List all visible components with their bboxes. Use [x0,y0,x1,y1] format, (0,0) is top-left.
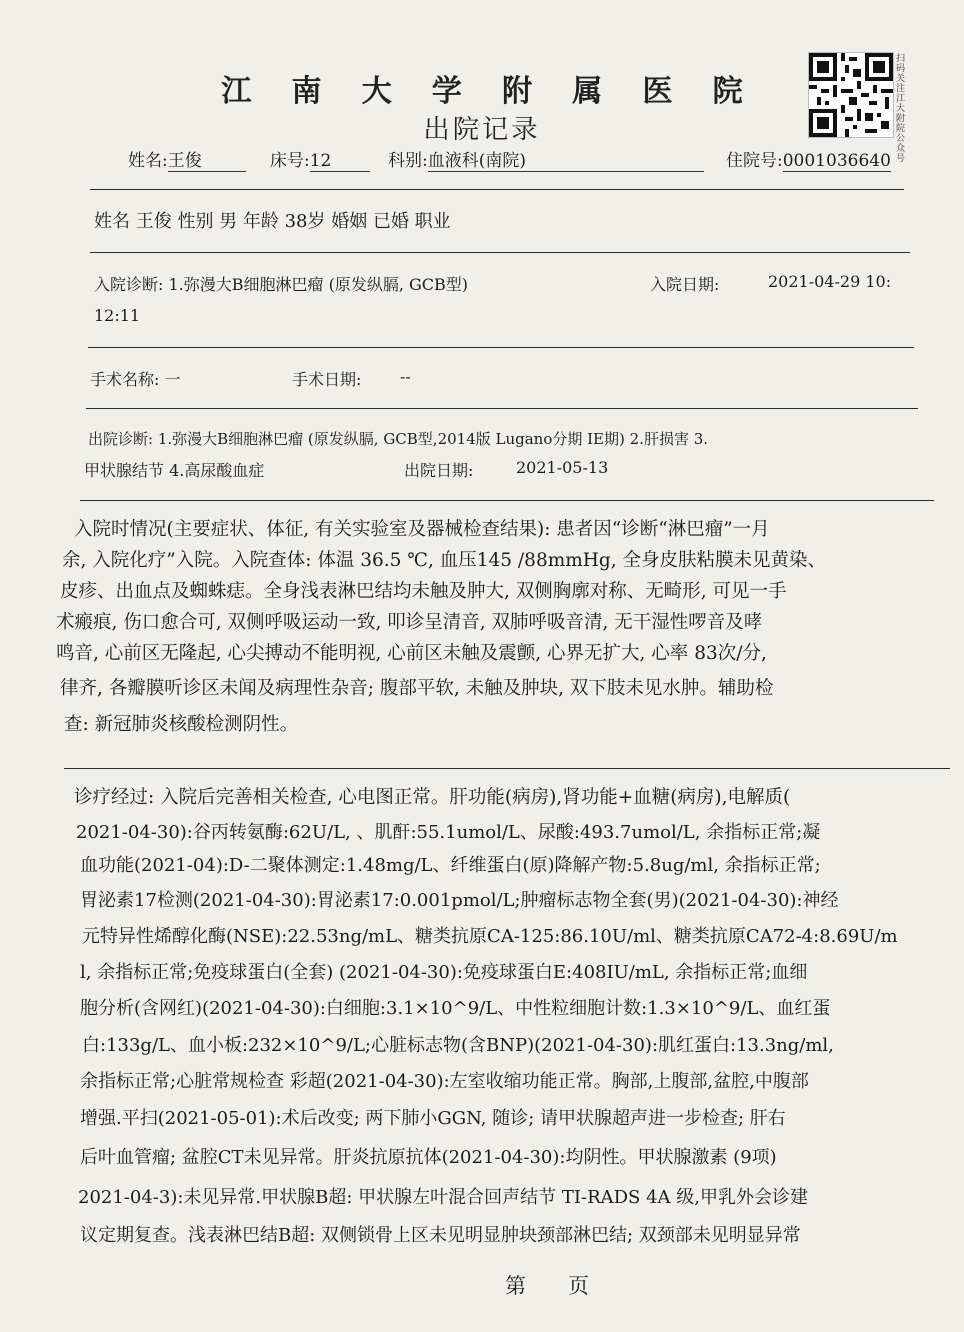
discharge-date-value: 2021-05-13 [516,458,609,477]
treatment-course-line: 议定期复查。浅表淋巴结B超: 双侧锁骨上区未见明显肿块颈部淋巴结; 双颈部未见明显异常 [80,1225,801,1246]
admission-no-label: 住院号: [726,151,783,171]
treatment-course-line: 2021-04-30):谷丙转氨酶:62U/L, 、肌酐:55.1umol/L、尿酸:493.7umol/L, 余指标正常;凝 [76,822,821,843]
surgery-date-label: 手术日期: [292,370,362,389]
admission-status-line: 鸣音, 心前区无隆起, 心尖搏动不能明视, 心前区未触及震颤, 心界无扩大, 心率 83次/分, [56,643,767,664]
dept-label: 科别: [388,151,428,171]
name-label: 姓名: [128,151,168,171]
treatment-course-line: l, 余指标正常;免疫球蛋白(全套) (2021-04-30):免疫球蛋白E:408IU/mL, 余指标正常;血细 [80,962,808,983]
discharge-date-label: 出院日期: [404,461,474,480]
bed-label: 床号: [270,151,310,171]
treatment-course-line: 胃泌素17检测(2021-04-30):胃泌素17:0.001pmol/L;肿瘤标志物全套(男)(2021-04-30):神经 [80,890,839,911]
divider [80,500,934,501]
document-title: 出院记录 [423,115,541,145]
surgery-name: 手术名称: 一 [90,370,181,389]
treatment-course-line: 余指标正常;心脏常规检查 彩超(2021-04-30):左室收缩功能正常。胸部,上腹部,盆腔,中腹部 [80,1071,809,1092]
admission-status-line: 入院时情况(主要症状、体征, 有关实验室及器械检查结果): 患者因“诊断“淋巴瘤”一月 [74,519,770,540]
treatment-course-line: 后叶血管瘤; 盆腔CT未见异常。肝炎抗原抗体(2021-04-30):均阴性。甲状腺激素 (9项) [80,1147,777,1168]
admission-time: 12:11 [94,306,141,325]
admission-no-value: 0001036640 [782,151,891,171]
treatment-course-line: 诊疗经过: 入院后完善相关检查, 心电图正常。肝功能(病房),肾功能+血糖(病房),电解质( [74,787,791,808]
admission-status-line: 术瘢痕, 伤口愈合可, 双侧呼吸运动一致, 叩诊呈清音, 双肺呼吸音清, 无干湿性啰音及哮 [56,612,763,633]
divider [86,408,918,409]
admission-date-label: 入院日期: [650,275,720,294]
name-value: 王俊 [168,146,246,172]
admission-status-line: 查: 新冠肺炎核酸检测阴性。 [64,714,299,735]
patient-info: 姓名 王俊 性别 男 年龄 38岁 婚姻 已婚 职业 [94,211,451,232]
qr-code-icon [808,52,894,138]
admission-status-line: 律齐, 各瓣膜听诊区未闻及病理性杂音; 腹部平软, 未触及肿块, 双下肢未见水肿。辅助检 [60,678,774,699]
page-number-label: 第 页 [505,1274,589,1298]
surgery-date-value: -- [400,367,411,386]
treatment-course-line: 白:133g/L、血小板:232×10^9/L;心脏标志物(含BNP)(2021-04-30):肌红蛋白:13.3ng/ml, [82,1035,834,1056]
discharge-diagnosis-line1: 出院诊断: 1.弥漫大B细胞淋巴瘤 (原发纵膈, GCB型,2014版 Lugano分期 ⅠE期) 2.肝损害 3. [88,430,709,448]
treatment-course-line: 血功能(2021-04):D-二聚体测定:1.48mg/L、纤维蛋白(原)降解产物:5.8ug/ml, 余指标正常; [80,855,821,876]
admission-status-line: 余, 入院化疗”入院。入院查体: 体温 36.5 ℃, 血压145 /88mmHg, 全身皮肤粘膜未见黄染、 [62,550,827,571]
admission-date-value: 2021-04-29 10: [768,272,892,291]
discharge-diagnosis-line2: 甲状腺结节 4.高尿酸血症 [84,461,265,480]
divider [64,768,950,769]
treatment-course-line: 胞分析(含网红)(2021-04-30):白细胞:3.1×10^9/L、中性粒细胞计数:1.3×10^9/L、血红蛋 [80,998,831,1019]
header-bed [270,146,370,172]
header-name [128,146,246,172]
admission-diagnosis: 入院诊断: 1.弥漫大B细胞淋巴瘤 (原发纵膈, GCB型) [94,275,469,294]
divider [90,252,910,253]
header-dept [388,146,704,172]
treatment-course-line: 元特异性烯醇化酶(NSE):22.53ng/mL、糖类抗原CA-125:86.10U/ml、糖类抗原CA72-4:8.69U/m [82,926,898,947]
qr-caption: 扫码关注江大附院公众号 [896,54,906,164]
admission-status-line: 皮疹、出血点及蜘蛛痣。全身浅表淋巴结均未触及肿大, 双侧胸廓对称、无畸形, 可见一手 [60,581,787,602]
divider [88,347,914,348]
treatment-course-line: 增强.平扫(2021-05-01):术后改变; 两下肺小GGN, 随诊; 请甲状腺超声进一步检查; 肝右 [80,1108,786,1129]
hospital-name: 江南大学附属医院 [221,74,783,109]
header-admission-no [726,146,891,172]
divider [90,189,904,190]
treatment-course-line: 2021-04-3):未见异常.甲状腺B超: 甲状腺左叶混合回声结节 TI-RADS 4A 级,甲乳外会诊建 [78,1187,808,1208]
bed-value: 12 [310,151,370,172]
dept-value: 血液科(南院) [428,146,704,172]
